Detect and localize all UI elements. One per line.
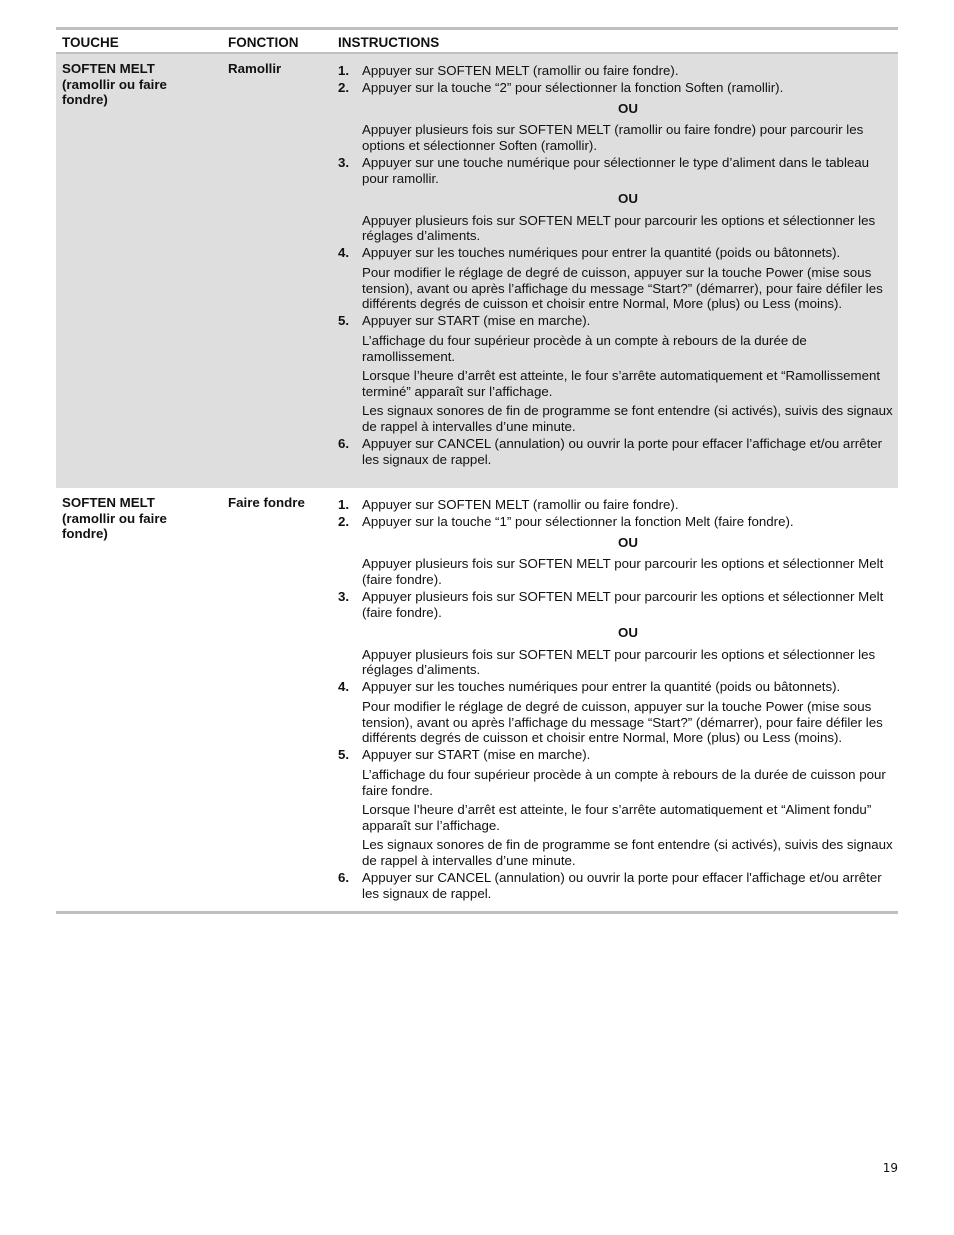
step-number: 5. [338, 313, 350, 329]
instruction-note: Appuyer plusieurs fois sur SOFTEN MELT pour parcourir les options et sélectionner les réglages d’aliments. [362, 212, 876, 244]
page-number: 19 [882, 1161, 898, 1175]
key-line: fondre) [62, 526, 108, 542]
or-separator: OU [618, 534, 638, 550]
instruction-note: Appuyer plusieurs fois sur SOFTEN MELT pour parcourir les options et sélectionner Melt (faire fondre). [362, 556, 884, 587]
instruction-note: Pour modifier le réglage de degré de cuisson, appuyer sur la touche Power (mise sous tension), avant ou après l’affichage du message “Start?” (démarrer), pour faire défiler les différents degrés de cuisson et choisir entre Normal, More (plus) ou Less (moins). [362, 265, 883, 312]
step-text: Appuyer sur les touches numériques pour entrer la quantité (poids ou bâtonnets). [362, 679, 841, 695]
step-number: 4. [338, 679, 350, 695]
step-text: Appuyer plusieurs fois sur SOFTEN MELT pour parcourir les options et sélectionner Melt (faire fondre). [362, 588, 884, 620]
instruction-note: Les signaux sonores de fin de programme se font entendre (si activés), suivis des signaux de rappel à intervalles d’une minute. [362, 837, 893, 868]
header-touche: TOUCHE [62, 35, 119, 50]
step-text: Appuyer sur les touches numériques pour entrer la quantité (poids ou bâtonnets). [362, 245, 841, 261]
instruction-note: Lorsque l’heure d’arrêt est atteinte, le four s’arrête automatiquement et “Ramollissement terminé” apparaît sur l’affichage. [362, 368, 881, 399]
instruction-note: Les signaux sonores de fin de programme se font entendre (si activés), suivis des signaux de rappel à intervalles d’une minute. [362, 403, 893, 434]
instruction-note: Appuyer plusieurs fois sur SOFTEN MELT (ramollir ou faire fondre) pour parcourir les options et sélectionner Soften (ramollir). [362, 122, 864, 153]
table-row-faire-fondre [56, 488, 898, 914]
table-header [56, 30, 898, 54]
key-line: SOFTEN MELT [62, 61, 155, 76]
instruction-step [338, 679, 894, 695]
instruction-step [338, 497, 894, 513]
step-number: 3. [338, 154, 350, 170]
step-number: 2. [338, 514, 350, 530]
instruction-step [338, 870, 894, 901]
instruction-step [338, 313, 894, 329]
step-text: Appuyer sur START (mise en marche). [362, 313, 591, 329]
instruction-step [338, 589, 894, 620]
key-line: SOFTEN MELT [62, 495, 155, 510]
or-separator: OU [618, 625, 638, 641]
instruction-note: Pour modifier le réglage de degré de cuisson, appuyer sur la touche Power (mise sous tension), avant ou après l’affichage du message “Start?” (démarrer), pour faire défiler les différents degrés de cuisson et choisir entre Normal, More (plus) ou Less (moins). [362, 699, 883, 746]
or-separator: OU [618, 191, 638, 207]
step-number: 5. [338, 747, 350, 763]
header-instructions: INSTRUCTIONS [338, 35, 440, 50]
function-cell: Faire fondre [228, 495, 305, 510]
step-number: 6. [338, 435, 350, 451]
instruction-step [338, 514, 894, 530]
table-row-ramollir [56, 54, 898, 488]
step-text: Appuyer sur la touche “2” pour sélectionner la fonction Soften (ramollir). [362, 80, 784, 96]
instructions-table [56, 27, 898, 914]
step-number: 4. [338, 245, 350, 261]
instruction-step [338, 80, 894, 96]
instruction-step [338, 155, 894, 186]
step-text: Appuyer sur SOFTEN MELT (ramollir ou faire fondre). [362, 497, 679, 512]
step-number: 1. [338, 497, 350, 512]
step-text: Appuyer sur CANCEL (annulation) ou ouvrir la porte pour effacer l’affichage et/ou arrêter les signaux de rappel. [362, 435, 883, 467]
key-line: fondre) [62, 92, 108, 108]
step-text: Appuyer sur CANCEL (annulation) ou ouvrir la porte pour effacer l'affichage et/ou arrêter les signaux de rappel. [362, 869, 882, 901]
step-text: Appuyer sur START (mise en marche). [362, 747, 591, 763]
instruction-note: L’affichage du four supérieur procède à un compte à rebours de la durée de ramollissement. [362, 332, 807, 364]
step-number: 1. [338, 63, 350, 78]
step-text: Appuyer sur la touche “1” pour sélectionner la fonction Melt (faire fondre). [362, 514, 794, 530]
step-number: 2. [338, 80, 350, 96]
key-cell [56, 488, 222, 911]
instructions-cell [332, 488, 898, 911]
or-separator: OU [618, 100, 638, 116]
step-number: 6. [338, 869, 350, 885]
key-line: (ramollir ou faire [62, 76, 167, 92]
instructions-cell [332, 54, 898, 488]
instruction-note: L’affichage du four supérieur procède à un compte à rebours de la durée de cuisson pour faire fondre. [362, 766, 886, 798]
step-number: 3. [338, 588, 350, 604]
instruction-note: Lorsque l’heure d’arrêt est atteinte, le four s’arrête automatiquement et “Aliment fondu” apparaît sur l’affichage. [362, 802, 872, 833]
instruction-step [338, 245, 894, 261]
function-cell: Ramollir [228, 61, 282, 76]
step-text: Appuyer sur SOFTEN MELT (ramollir ou faire fondre). [362, 63, 679, 78]
header-fonction: FONCTION [228, 35, 299, 50]
instruction-step [338, 747, 894, 763]
step-text: Appuyer sur une touche numérique pour sélectionner le type d’aliment dans le tableau pour ramollir. [362, 154, 870, 186]
key-cell [56, 54, 222, 488]
instruction-step [338, 436, 894, 467]
key-line: (ramollir ou faire [62, 510, 167, 526]
instruction-step [338, 63, 894, 79]
instruction-note: Appuyer plusieurs fois sur SOFTEN MELT pour parcourir les options et sélectionner les réglages d’aliments. [362, 646, 876, 678]
